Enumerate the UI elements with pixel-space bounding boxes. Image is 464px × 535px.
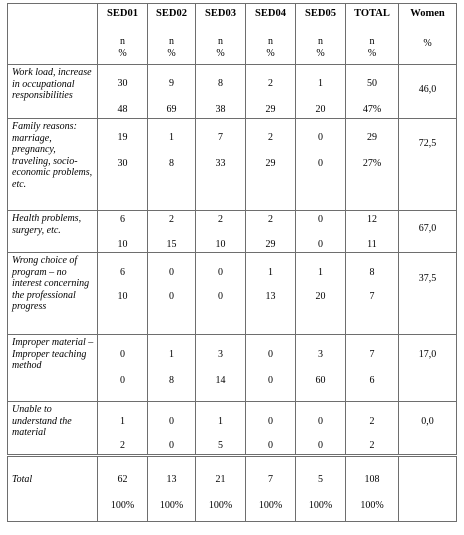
n-value: 6 xyxy=(120,267,125,278)
table-row xyxy=(8,402,457,456)
n-value: 0 xyxy=(120,349,125,360)
pct-value: 20 xyxy=(315,291,326,302)
n-value: 13 xyxy=(166,474,177,485)
pct-value: 0 xyxy=(268,440,273,451)
pct-value: 29 xyxy=(265,158,276,169)
row-label-cell xyxy=(8,119,98,211)
column-header: TOTAL xyxy=(354,8,390,19)
total-row xyxy=(8,456,457,522)
n-value: 1 xyxy=(218,416,223,427)
pct-value: 0 xyxy=(218,291,223,302)
pct-value: 30 xyxy=(117,158,128,169)
value-cell xyxy=(246,119,296,211)
value-cell xyxy=(346,65,399,119)
header-cell-total xyxy=(346,4,399,65)
n-value: 2 xyxy=(169,214,174,225)
value-cell xyxy=(148,253,196,335)
value-cell xyxy=(148,402,196,456)
value-cell xyxy=(346,211,399,253)
column-header: SED01 xyxy=(107,8,138,19)
women-cell xyxy=(399,402,457,456)
pct-value: 48 xyxy=(117,104,128,115)
table-row xyxy=(8,253,457,335)
pct-value: 69 xyxy=(166,104,177,115)
women-value: 46,0 xyxy=(418,84,437,95)
pct-value: 60 xyxy=(315,375,326,386)
table-row xyxy=(8,119,457,211)
value-cell xyxy=(246,65,296,119)
pct-value: 0 xyxy=(169,291,174,302)
value-cell xyxy=(346,335,399,402)
n-label: n xyxy=(369,36,375,47)
row-label-cell xyxy=(8,253,98,335)
n-value: 9 xyxy=(169,78,174,89)
n-value: 1 xyxy=(120,416,125,427)
value-cell xyxy=(246,253,296,335)
value-cell xyxy=(346,253,399,335)
total-value-cell xyxy=(346,456,399,522)
value-cell xyxy=(296,335,346,402)
value-cell xyxy=(148,335,196,402)
value-cell xyxy=(196,119,246,211)
header-cell-sed02 xyxy=(148,4,196,65)
n-value: 0 xyxy=(218,267,223,278)
n-value: 1 xyxy=(268,267,273,278)
value-cell xyxy=(246,211,296,253)
value-cell xyxy=(148,65,196,119)
value-cell xyxy=(196,402,246,456)
value-cell xyxy=(196,335,246,402)
header-cell-sed04 xyxy=(246,4,296,65)
pct-label: % xyxy=(367,48,377,59)
n-value: 29 xyxy=(367,132,377,143)
total-label: Total xyxy=(12,474,33,485)
row-label: Family reasons: marriage, pregnancy, traveling, socio-economic problems, etc. xyxy=(12,121,93,190)
total-value-cell xyxy=(98,456,148,522)
women-value: 72,5 xyxy=(418,138,437,149)
women-value: 17,0 xyxy=(418,349,437,360)
women-value: 0,0 xyxy=(421,416,434,427)
pct-value: 6 xyxy=(369,375,375,386)
n-value: 2 xyxy=(268,214,273,225)
pct-label: % xyxy=(316,48,325,59)
value-cell xyxy=(98,211,148,253)
n-value: 8 xyxy=(218,78,223,89)
pct-value: 47% xyxy=(362,104,382,115)
header-cell-women xyxy=(399,4,457,65)
header-corner-cell xyxy=(8,4,98,65)
pct-value: 11 xyxy=(367,239,377,250)
row-label-cell xyxy=(8,211,98,253)
n-value: 1 xyxy=(318,78,323,89)
pct-label: % xyxy=(216,48,225,59)
n-value: 62 xyxy=(117,474,128,485)
value-cell xyxy=(346,119,399,211)
n-value: 50 xyxy=(367,78,377,89)
n-label: n xyxy=(268,36,273,47)
pct-value: 20 xyxy=(315,104,326,115)
pct-value: 29 xyxy=(265,104,276,115)
women-cell xyxy=(399,253,457,335)
pct-label: % xyxy=(266,48,275,59)
table-row xyxy=(8,65,457,119)
pct-value: 27% xyxy=(362,158,382,169)
row-label: Improper material – Improper teaching method xyxy=(12,337,94,371)
total-women-cell xyxy=(399,456,457,522)
n-value: 1 xyxy=(169,349,174,360)
value-cell xyxy=(98,253,148,335)
pct-value: 10 xyxy=(215,239,226,250)
n-value: 2 xyxy=(369,416,375,427)
n-value: 108 xyxy=(364,474,380,485)
pct-value: 10 xyxy=(117,291,128,302)
pct-value: 8 xyxy=(169,375,174,386)
n-value: 12 xyxy=(367,214,377,225)
pct-label: % xyxy=(423,38,432,49)
total-value-cell xyxy=(246,456,296,522)
n-label: n xyxy=(169,36,174,47)
column-header: SED04 xyxy=(255,8,286,19)
n-value: 19 xyxy=(117,132,128,143)
n-value: 5 xyxy=(318,474,323,485)
n-value: 0 xyxy=(318,416,323,427)
pct-value: 100% xyxy=(159,500,184,511)
women-value: 67,0 xyxy=(418,223,437,234)
pct-value: 13 xyxy=(265,291,276,302)
pct-value: 33 xyxy=(215,158,226,169)
n-value: 21 xyxy=(215,474,226,485)
n-value: 3 xyxy=(318,349,323,360)
header-cell-sed01 xyxy=(98,4,148,65)
value-cell xyxy=(246,335,296,402)
women-cell xyxy=(399,335,457,402)
pct-value: 15 xyxy=(166,239,177,250)
value-cell xyxy=(346,402,399,456)
column-header: SED02 xyxy=(156,8,187,19)
table-row xyxy=(8,211,457,253)
column-header: Women xyxy=(410,8,445,19)
n-value: 0 xyxy=(169,416,174,427)
pct-value: 100% xyxy=(258,500,283,511)
value-cell xyxy=(148,119,196,211)
pct-value: 100% xyxy=(208,500,233,511)
n-value: 2 xyxy=(268,78,273,89)
n-value: 0 xyxy=(318,132,323,143)
n-value: 1 xyxy=(318,267,323,278)
women-value: 37,5 xyxy=(418,273,437,284)
value-cell xyxy=(98,335,148,402)
pct-value: 38 xyxy=(215,104,226,115)
women-cell xyxy=(399,211,457,253)
pct-value: 0 xyxy=(318,158,323,169)
n-value: 7 xyxy=(268,474,273,485)
value-cell xyxy=(296,402,346,456)
value-cell xyxy=(296,253,346,335)
value-cell xyxy=(98,119,148,211)
column-header: SED03 xyxy=(205,8,236,19)
pct-value: 100% xyxy=(110,500,135,511)
total-value-cell xyxy=(296,456,346,522)
pct-value: 0 xyxy=(120,375,125,386)
pct-value: 0 xyxy=(169,440,174,451)
n-value: 6 xyxy=(120,214,125,225)
total-value-cell xyxy=(148,456,196,522)
value-cell xyxy=(246,402,296,456)
row-label: Work load, increase in occupational responsibilities xyxy=(12,67,92,101)
n-label: n xyxy=(120,36,125,47)
pct-value: 2 xyxy=(120,440,125,451)
column-header: SED05 xyxy=(305,8,336,19)
pct-value: 0 xyxy=(318,239,323,250)
row-label: Health problems, surgery, etc. xyxy=(12,213,82,236)
row-label: Wrong choice of program – no interest concerning the professional progress xyxy=(12,255,90,312)
pct-value: 100% xyxy=(360,500,384,511)
women-cell xyxy=(399,119,457,211)
pct-value: 14 xyxy=(215,375,226,386)
pct-label: % xyxy=(167,48,176,59)
pct-value: 10 xyxy=(117,239,128,250)
n-value: 1 xyxy=(169,132,174,143)
header-cell-sed05 xyxy=(296,4,346,65)
row-label: Unable to understand the material xyxy=(12,404,72,438)
n-value: 0 xyxy=(318,214,323,225)
total-value-cell xyxy=(196,456,246,522)
women-cell xyxy=(399,65,457,119)
pct-value: 0 xyxy=(318,440,323,451)
n-value: 0 xyxy=(169,267,174,278)
pct-value: 8 xyxy=(169,158,174,169)
n-value: 3 xyxy=(218,349,223,360)
table-row xyxy=(8,335,457,402)
value-cell xyxy=(196,211,246,253)
pct-value: 0 xyxy=(268,375,273,386)
value-cell xyxy=(196,253,246,335)
row-label-cell xyxy=(8,335,98,402)
value-cell xyxy=(296,65,346,119)
row-label-cell xyxy=(8,65,98,119)
pct-value: 2 xyxy=(369,440,375,451)
value-cell xyxy=(196,65,246,119)
pct-label: % xyxy=(118,48,127,59)
pct-value: 29 xyxy=(265,239,276,250)
value-cell xyxy=(296,119,346,211)
pct-value: 100% xyxy=(308,500,333,511)
n-value: 0 xyxy=(268,416,273,427)
total-label-cell xyxy=(8,456,98,522)
value-cell xyxy=(98,402,148,456)
dropout-reasons-table xyxy=(7,3,457,522)
row-label-cell xyxy=(8,402,98,456)
n-value: 0 xyxy=(268,349,273,360)
value-cell xyxy=(296,211,346,253)
pct-value: 7 xyxy=(369,291,375,302)
n-value: 2 xyxy=(268,132,273,143)
n-value: 7 xyxy=(218,132,223,143)
value-cell xyxy=(148,211,196,253)
n-value: 8 xyxy=(369,267,375,278)
header-cell-sed03 xyxy=(196,4,246,65)
n-label: n xyxy=(218,36,223,47)
value-cell xyxy=(98,65,148,119)
pct-value: 5 xyxy=(218,440,223,451)
n-value: 7 xyxy=(369,349,375,360)
n-value: 2 xyxy=(218,214,223,225)
n-value: 30 xyxy=(117,78,128,89)
n-label: n xyxy=(318,36,323,47)
header-row xyxy=(8,4,457,65)
